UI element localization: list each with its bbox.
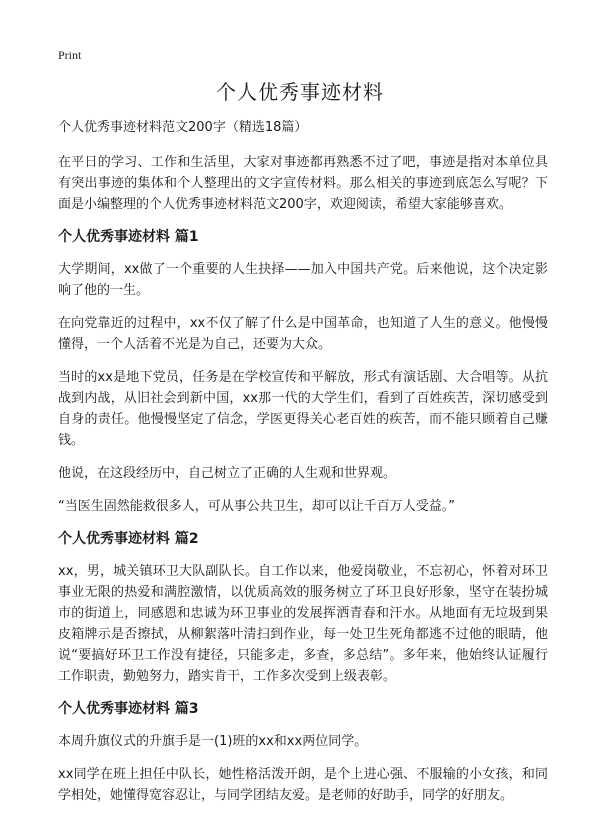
section-3-paragraph-1: 本周升旗仪式的升旗手是一(1)班的xx和xx两位同学。 [58,734,368,749]
section-heading-3: 个人优秀事迹材料 篇3 [58,701,199,717]
section-3-paragraph-2: xx同学在班上担任中队长，她性格活泼开朗，是个上进心强、不服输的小女孩，和同学相处，她懂得宽容忍让，与同学团结友爱。是老师的好助手，同学的好朋友。 [58,767,548,803]
section-1-paragraph-3: 当时的xx是地下党员，任务是在学校宣传和平解放，形式有演话剧、大合唱等。从抗战到内战，从旧社会到新中国，xx那一代的大学生们，看到了百姓疾苦，深切感受到自身的责任。他慢慢坚定了信念，学医更得关心老百姓的疾苦，而不能只顾着自己赚钱。 [58,370,548,448]
intro-paragraph: 在平日的学习、工作和生活里，大家对事迹都再熟悉不过了吧，事迹是指对本单位具有突出事迹的集体和个人整理出的文字宣传材料。那么相关的事迹到底怎么写呢？下面是小编整理的个人优秀事迹材料范文200字，欢迎阅读，希望大家能够喜欢。 [58,155,548,212]
section-1-paragraph-1: 大学期间，xx做了一个重要的人生抉择——加入中国共产党。后来他说，这个决定影响了他的一生。 [58,262,548,298]
section-2-paragraph-1: xx，男，城关镇环卫大队副队长。自工作以来，他爱岗敬业，不忘初心，怀着对环卫事业无限的热爱和满腔激情，以优质高效的服务树立了环卫良好形象，坚守在装扮城市的街道上，同感恩和忠诚为环卫事业的发展挥洒青春和汗水。从地面有无垃圾到果皮箱牌示是否擦拭，从柳絮落叶清扫到作业，每一处卫生死角都逃不过他的眼睛，他说“要搞好环卫工作没有捷径，只能多走，多查，多总结”。多年来，他始终认证履行工作职责，勤勉努力，踏实肯干，工作多次受到上级表彰。 [58,564,548,684]
section-1-paragraph-2: 在向党靠近的过程中，xx不仅了解了什么是中国革命，也知道了人生的意义。他慢慢懂得，一个人活着不光是为自己，还要为大众。 [58,316,548,352]
section-1-paragraph-5: “当医生固然能救很多人，可从事公共卫生，却可以让千百万人受益。” [58,499,455,514]
page-title: 个人优秀事迹材料 [216,80,384,104]
print-link[interactable]: Print [58,48,82,62]
article-body [58,118,548,818]
article-subtitle: 个人优秀事迹材料范文200字（精选18篇） [58,120,308,135]
section-heading-2: 个人优秀事迹材料 篇2 [58,531,199,547]
section-1-paragraph-4: 他说，在这段经历中，自己树立了正确的人生观和世界观。 [58,466,397,481]
section-heading-1: 个人优秀事迹材料 篇1 [58,229,199,245]
